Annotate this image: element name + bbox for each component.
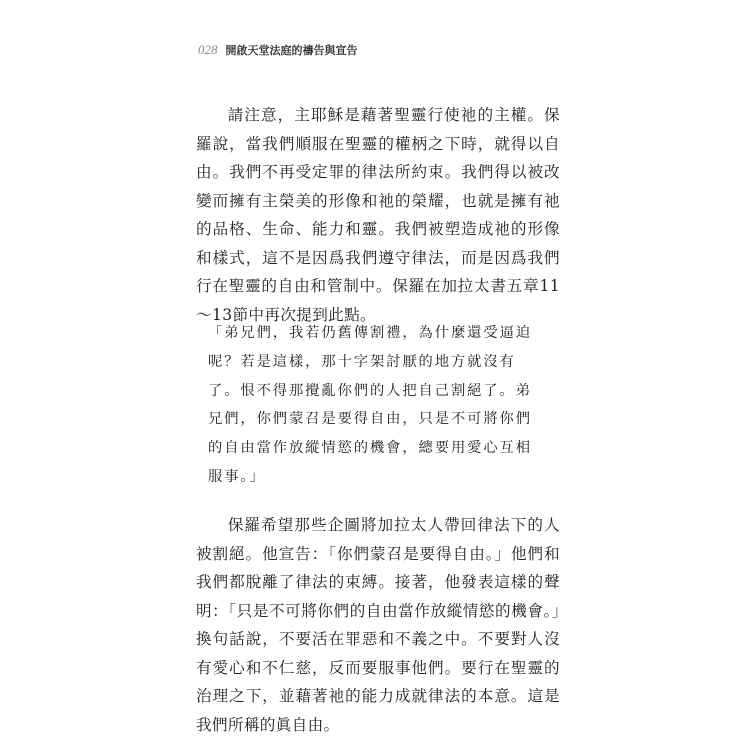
page-header — [198, 40, 598, 60]
body-paragraph-2 — [196, 511, 560, 739]
running-title: 開啟天堂法庭的禱告與宣告 — [225, 44, 358, 57]
body-paragraph-2-text: 保羅希望那些企圖將加拉太人帶回律法下的人被割絕。他宣告：「你們蒙召是要得自由。」他們和我們都脫離了律法的束縛。接著，他發表這樣的聲明：「只是不可將你們的自由當作放縱情慾的機會。」換句話說，不要活在罪惡和不義之中。不要對人沒有愛心和不仁慈，反而要服事他們。要行在聖靈的治理之下，並藉著祂的能力成就律法的本意。這是我們所稱的眞自由。 — [196, 516, 560, 734]
body-paragraph-1 — [196, 101, 560, 329]
scripture-quote: 「弟兄們，我若仍舊傳割禮，為什麼還受逼迫呢？若是這樣，那十字架討厭的地方就沒有了。恨不得那攪亂你們的人把自己割絕了。弟兄們，你們蒙召是要得自由，只是不可將你們的自由當作放縱情慾的機會，總要用愛心互相服事。」 — [208, 325, 532, 485]
body-paragraph-1-text: 請注意，主耶穌是藉著聖靈行使祂的主權。保羅說，當我們順服在聖靈的權柄之下時，就得以自由。我們不再受定罪的律法所約束。我們得以被改變而擁有主榮美的形像和祂的榮耀，也就是擁有祂的品格、生命、能力和靈。我們被塑造成祂的形像和樣式，這不是因爲我們遵守律法，而是因爲我們行在聖靈的自由和管制中。保羅在加拉太書五章11～13節中再次提到此點。 — [196, 106, 560, 324]
page-number: 028 — [198, 42, 218, 57]
